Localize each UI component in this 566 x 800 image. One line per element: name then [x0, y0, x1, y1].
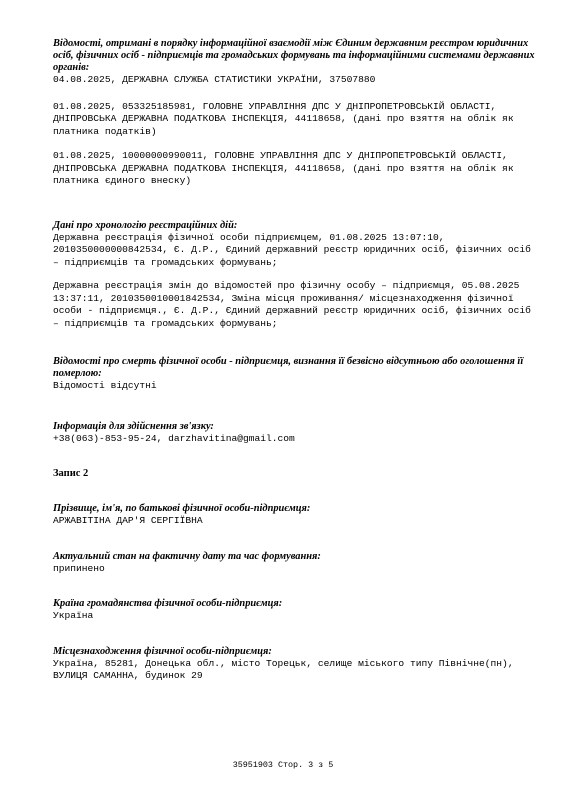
contact-value: +38(063)-853-95-24, darzhavitina@gmail.com: [53, 432, 295, 444]
info-exchange-entry-3: 01.08.2025, 10000000990011, ГОЛОВНЕ УПРАВЛІННЯ ДПС У ДНІПРОПЕТРОВСЬКІЙ ОБЛАСТІ, ДНІПРОВСЬКА ДЕРЖАВНА ПОДАТКОВА ІНСПЕКЦІЯ, 44118658, (дані про взяття на облік як платника єдиного внеску): [53, 150, 520, 186]
name-section: [53, 503, 538, 528]
status-section: [53, 551, 538, 576]
citizenship-value: Україна: [53, 610, 94, 621]
citizenship-section: [53, 598, 538, 623]
chronology-section: [53, 220, 538, 331]
death-info-value: Відомості відсутні: [53, 380, 157, 391]
info-exchange-entry-2: 01.08.2025, 053325185981, ГОЛОВНЕ УПРАВЛІННЯ ДПС У ДНІПРОПЕТРОВСЬКІЙ ОБЛАСТІ, ДНІПРОВСЬКА ДЕРЖАВНА ПОДАТКОВА ІНСПЕКЦІЯ, 44118658, (дані про взяття на облік як платника податків): [53, 100, 520, 137]
death-info-section: [53, 356, 538, 393]
contact-heading: Інформація для здійснення зв'язку:: [53, 420, 214, 432]
status-value: припинено: [53, 562, 105, 574]
citizenship-heading: Країна громадянства фізичної особи-підприємця:: [53, 598, 283, 609]
location-section: [53, 646, 538, 683]
chronology-heading: Дані про хронологію реєстраційних дій:: [53, 219, 238, 231]
document-content: [53, 38, 538, 683]
page-footer: 35951903 Стор. 3 з 5: [232, 760, 334, 770]
name-value: АРЖАВІТІНА ДАР'Я СЕРГІЇВНА: [53, 515, 203, 526]
location-value: Україна, 85281, Донецька обл., місто Торецьк, селище міського типу Північне(пн), ВУЛИЦЯ САМАННА, будинок 29: [53, 657, 520, 681]
info-exchange-heading: Відомості, отримані в порядку інформаційної взаємодії між Єдиним державним реєстром юридичних осіб, фізичних осіб - підприємців та громадських формувань та інформаційними системами державних органів:: [53, 38, 535, 73]
record-label: Запис 2: [53, 468, 89, 479]
info-exchange-entry-1: 04.08.2025, ДЕРЖАВНА СЛУЖБА СТАТИСТИКИ УКРАЇНИ, 37507880: [53, 74, 376, 85]
chronology-entry-2: Державна реєстрація змін до відомостей про фізичну особу – підприємця, 05.08.2025 13:37:11, 2010350010001842534, Зміна місця проживання/ місцезнаходження фізичної особи - підприємця., Є. Д.Р., Єдиний державний реєстр юридичних осіб, фізичних осіб – підприємців та громадських формувань;: [53, 280, 537, 329]
chronology-entry-1: Державна реєстрація фізичної особи підприємцем, 01.08.2025 13:07:10, 2010350000000842534, Є. Д.Р., Єдиний державний реєстр юридичних осіб, фізичних осіб – підприємців та громадських формувань;: [53, 231, 537, 268]
location-heading: Місцезнаходження фізичної особи-підприємця:: [53, 645, 272, 657]
contact-section: [53, 421, 538, 446]
status-heading: Актуальний стан на фактичну дату та час формування:: [53, 550, 321, 562]
info-exchange-section: [53, 38, 538, 188]
name-heading: Прізвище, ім'я, по батькові фізичної особи-підприємця:: [53, 503, 311, 514]
death-info-heading: Відомості про смерть фізичної особи - підприємця, визнання її безвісно відсутньою або оголошення її померлою:: [53, 356, 524, 379]
